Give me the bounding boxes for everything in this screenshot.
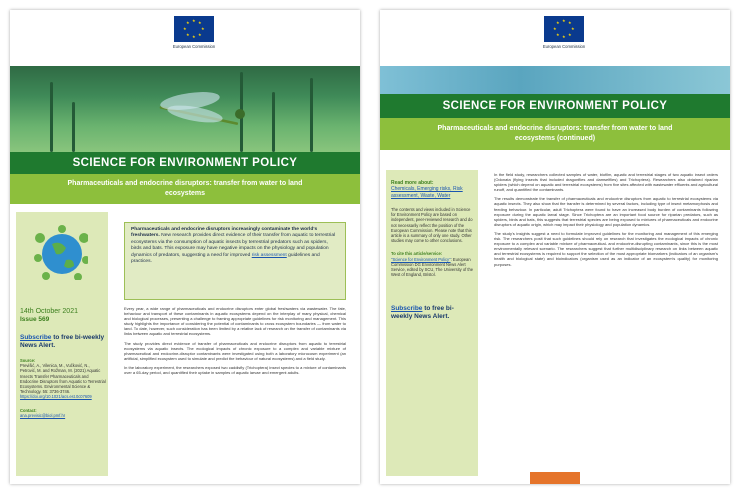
disclaimer-text: The contents and views included in Science for Environment Policy are based on independent, peer-reviewed research and do not necessarily reflect the position of the European Commission. Please note that this article is a summary of only one study. Other studies may come to other conclusions. — [391, 207, 473, 244]
page-title: SCIENCE FOR ENVIRONMENT POLICY — [380, 94, 730, 118]
intro-text: New research provides direct evidence of their transfer from aquatic to terrestrial ecosystems via the consumption of aquatic insects by terrestrial predators such as spiders, birds and bats. This exposure may have negative impacts on the physiology and population dynamics of predators, suggesting a need for improved — [131, 233, 336, 258]
body-paragraph: The study's insights suggest a need to formulate improved guidelines for the monitoring and management of this emerging risk. The researchers posit that such guidelines should rely on research that investigates the ecological impacts of chronic exposure to a complex and variable mixture of pharmaceutical- and endocrine-disrupting contaminants, since this is the most environmentally relevant scenario. The researchers suggest that further multidisciplinary research on links between aquatic and terrestrial ecosystems is required to support the selection of the most appropriate biomarkers (indicators of an organism's health and biological state) and bioindicators (organism used as an indicator of an ecosystem's quality) for monitoring purposes. — [494, 230, 718, 267]
read-more-links[interactable]: Chemicals, Emerging risks, Risk assessment, Waste, Water — [391, 186, 463, 199]
cite-link[interactable]: "Science for Environment Policy" — [391, 256, 451, 262]
intro-link[interactable]: risk assessment — [251, 252, 287, 258]
newsletter-page-1 — [10, 10, 360, 484]
water-banner-image — [380, 66, 730, 94]
subscribe-text: to free bi-weekly News Alert. — [391, 305, 454, 321]
intro-bold: Pharmaceuticals and endocrine disruptors increasingly contaminate the world's freshwaters. — [131, 227, 318, 239]
dragonfly-banner-image — [10, 66, 360, 152]
dragonfly-icon — [10, 66, 360, 152]
page-title: SCIENCE FOR ENVIRONMENT POLICY — [10, 152, 360, 174]
body-paragraph: Every year, a wide range of pharmaceuticals and endocrine disruptors enter global freshwaters via wastewater. The fate, behaviour and transport of these contaminants in aquatic ecosystems depend on the interplay of many physical, chemical and biological processes, presenting a challenge to framing appropriate guidelines for risk monitoring and management. This study highlights the importance of considering the potential of contaminants to cross ecosystem boundaries — from water to land. To date, however, such consideration has been limited by a relative lack of research on the transfer of contaminants via links between aquatic and terrestrial ecosystems. — [124, 306, 346, 337]
body-paragraph: The study provides direct evidence of transfer of pharmaceuticals and endocrine disruptors from aquatic to terrestrial ecosystems via aquatic insects. The ecological impacts of chronic exposure to a complex and variable mixture of pharmaceutical and endocrine-disruptor contaminants were investigated using both a laboratory microcosm experiment (an artificial, simplified ecosystem used to simulate and predict the behaviour of natural ecosystems) and a field study. — [124, 340, 346, 361]
issue-number: Issue 569 — [20, 316, 50, 323]
sidebar — [386, 170, 478, 476]
contact-label: Contact: — [20, 407, 37, 413]
article-body — [494, 172, 718, 271]
body-paragraph: The results demonstrate the transfer of pharmaceuticals and endocrine disruptors from aquatic to terrestrial ecosystems via aquatic insects. They also show that the transfer is determined by several factors, including type of insect metamorphosis and feeding behaviour. In particular, adult Trichoptera were found to have an increased body burden of contaminants following exposure during the aquatic larval stage. Since Trichoptera are an important food source for riparian predators, such as spiders, birds and bats, this suggests that terrestrial species are being exposed to mixtures of pharmaceuticals and endocrine disruptors of aquatic origin, which may impact their physiology and population dynamics. — [494, 196, 718, 227]
contact-email[interactable]: ana.previsic@biol.pmf.hr — [20, 412, 66, 418]
subscribe-block — [391, 305, 475, 321]
source-text: Previšić, A., Vilenica, M., Vučković, N., Petrović, M. and Rožman, M. (2021) Aquatic Insects Transfer Pharmaceuticals and Endocrine Disruptors from Aquatic to Terrestrial Ecosystems. Environmental Science & Technology. 55: 3736-3746. — [20, 363, 106, 395]
page-subtitle: Pharmaceuticals and endocrine disruptors: transfer from water to land ecosystems (continued) — [380, 118, 730, 150]
intro-box — [124, 222, 346, 300]
cite-text: : European Commission DG Environment News Alert Service, edited by SCU, The University of the West of England, Bristol. — [391, 256, 474, 278]
intro-end: guidelines and practices. — [131, 252, 320, 265]
subscribe-block — [20, 334, 106, 350]
page-subtitle: Pharmaceuticals and endocrine disruptors: transfer from water to land ecosystems — [10, 174, 360, 204]
eu-flag-icon: ★ ★ ★ ★ ★ ★ ★ ★ — [544, 16, 584, 42]
source-label: Source: — [20, 358, 36, 363]
body-paragraph: In the laboratory experiment, the researchers exposed two caddisfly (Trichoptera) insect species to a mixture of contaminants over a 65-day period, and quantified their uptake in samples of aquatic larvae and emergent adults. — [124, 364, 346, 376]
cite-label: To cite this article/service: — [391, 251, 443, 257]
subscribe-text: to free bi-weekly News Alert. — [20, 334, 105, 349]
eu-commission-logo — [172, 16, 216, 62]
article-body — [124, 306, 346, 379]
read-more-label: Read more about: — [391, 180, 434, 186]
body-paragraph: In the field study, researchers collected samples of water, biofilm, aquatic and terrestrial stages of two aquatic insect orders (Odonata (flying insects that included dragonflies and damselflies) and Trichoptera). Researchers also obtained riparian spiders (which depend on aquatic and terrestrial ecosystems) from five sites affected with wastewater effluents and agricultural runoff, and quantified the contaminants. — [494, 172, 718, 193]
newsletter-page-2 — [380, 10, 730, 484]
footer-tab — [530, 472, 580, 484]
source-link[interactable]: https://doi.org/10.1021/acs.est.0c07609 — [20, 394, 92, 400]
sidebar — [16, 212, 108, 476]
issue-date: 14th October 2021 — [20, 308, 78, 315]
eu-logo-text: European Commission — [542, 44, 586, 49]
eu-logo-text: European Commission — [172, 44, 216, 49]
eu-commission-logo — [542, 16, 586, 62]
cite-block — [391, 257, 475, 278]
subscribe-link[interactable]: Subscribe — [391, 305, 423, 313]
globe-icon — [32, 224, 88, 280]
subscribe-link[interactable]: Subscribe — [20, 334, 52, 341]
eu-flag-icon: ★ ★ ★ ★ ★ ★ ★ ★ — [174, 16, 214, 42]
